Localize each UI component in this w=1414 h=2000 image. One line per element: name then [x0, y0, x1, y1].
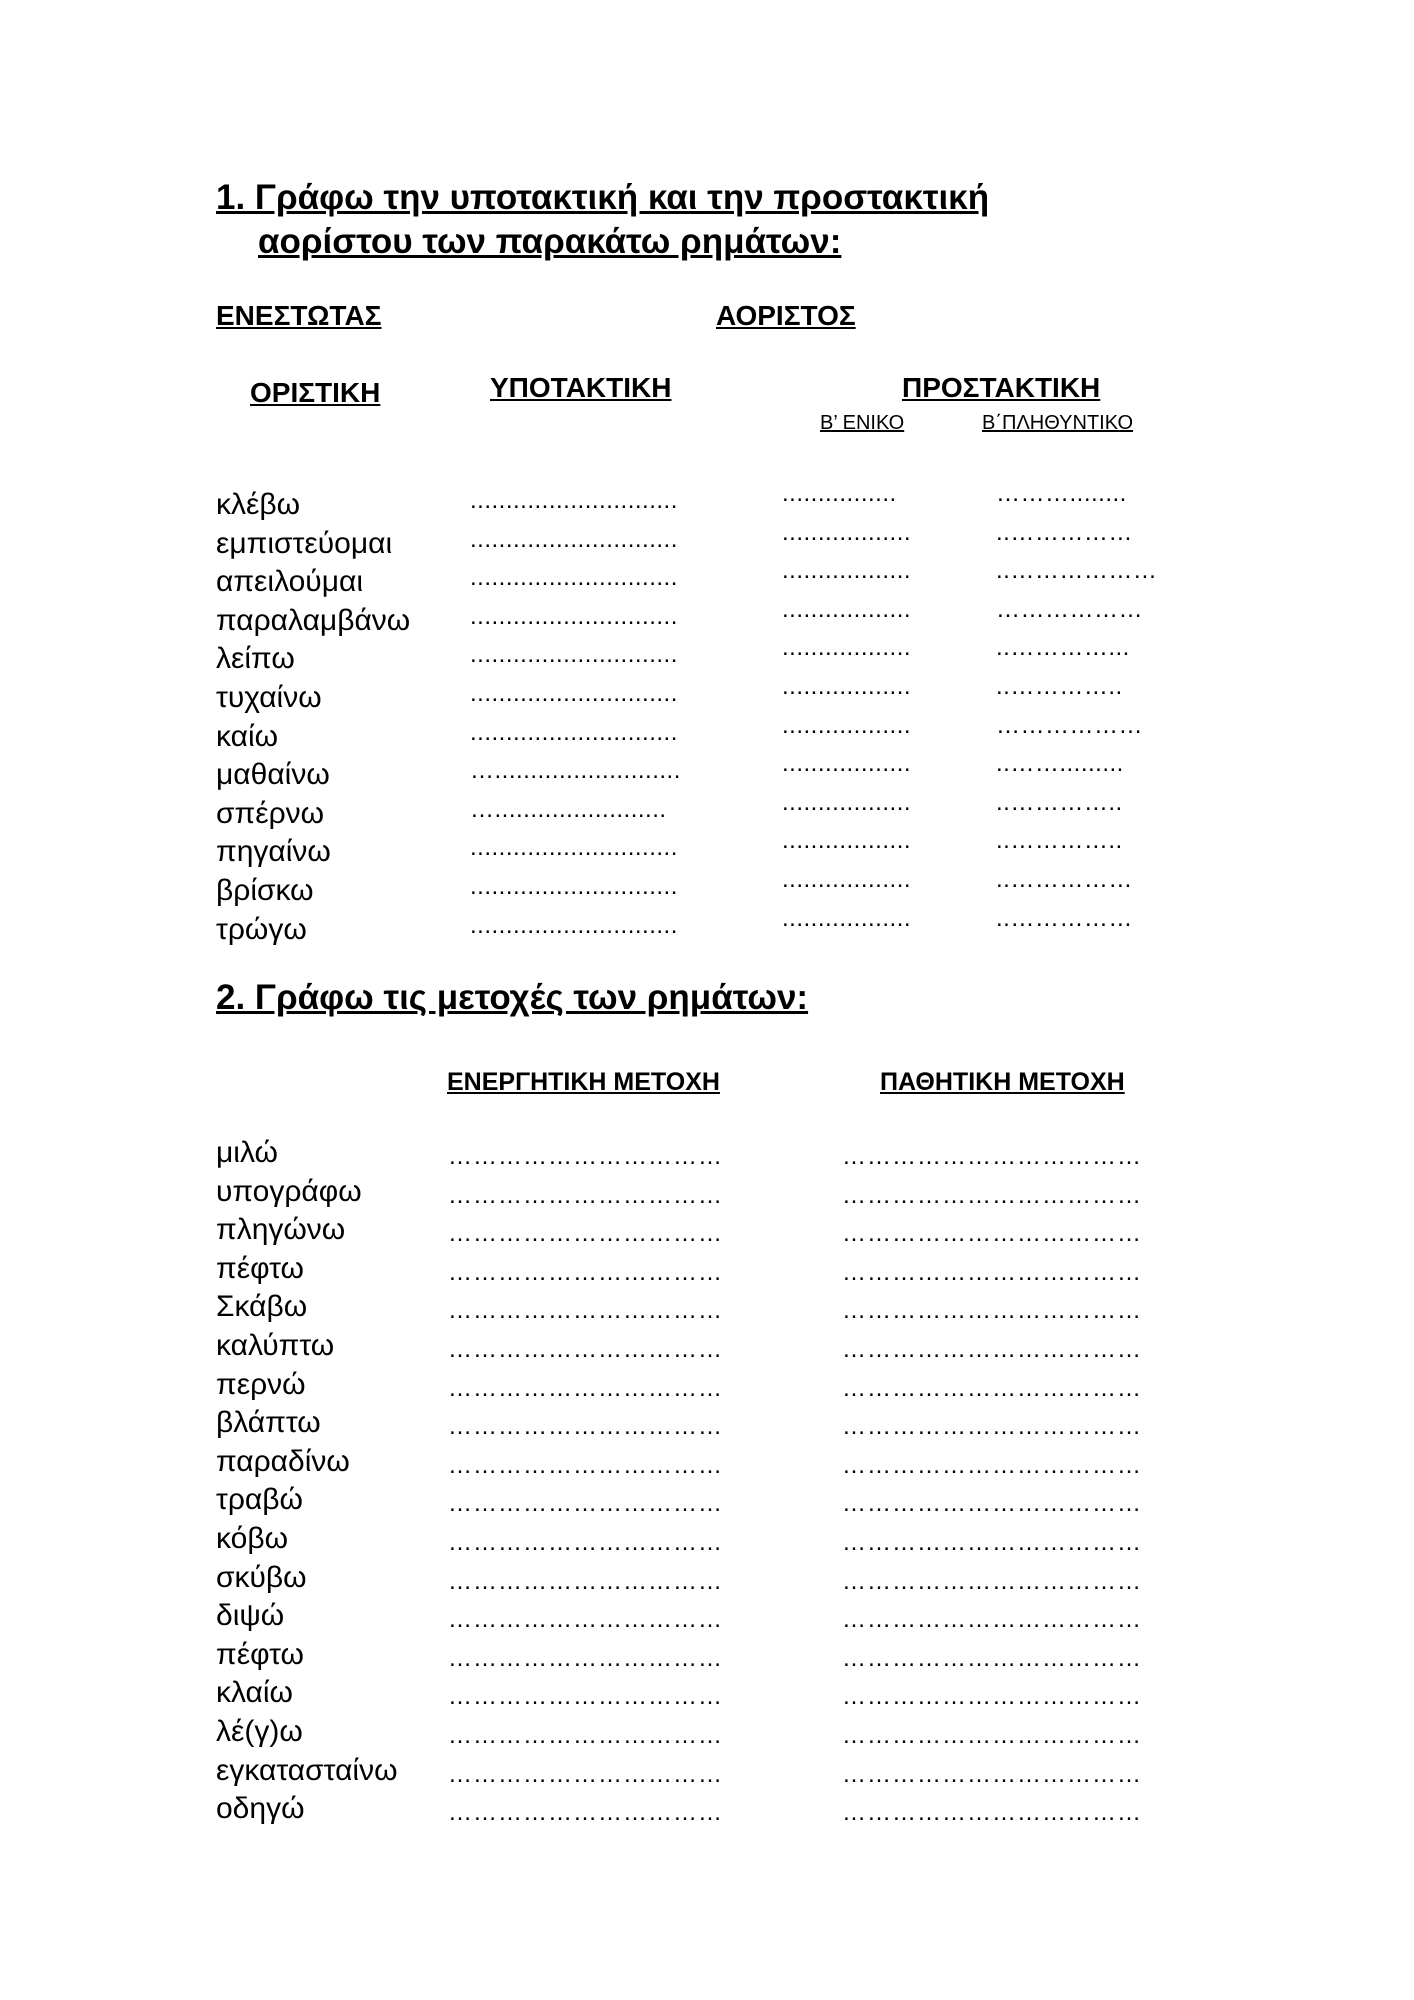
answer-blank[interactable]: ………………………………: [842, 1181, 1142, 1209]
answer-blank[interactable]: ………………………………: [842, 1143, 1142, 1170]
header-second-singular: Β’ ΕΝΙΚΟ: [820, 412, 905, 434]
verb-item: λέ(γ)ω: [216, 1714, 303, 1748]
answer-blank[interactable]: ………………………………: [842, 1721, 1142, 1749]
header-indicative: ΟΡΙΣΤΙΚΗ: [250, 377, 381, 408]
verb-item: πηγαίνω: [216, 835, 331, 869]
subjunctive-answer-column: [470, 482, 681, 945]
answer-blank[interactable]: .............................: [470, 834, 678, 862]
answer-blank[interactable]: ..…………..: [996, 672, 1123, 700]
exercise1-title-line1: 1. Γράφω την υποτακτική και την προστακτική: [216, 178, 990, 217]
verb-item: κλέβω: [216, 488, 301, 521]
answer-blank[interactable]: ……………………………: [448, 1799, 723, 1827]
answer-blank[interactable]: ………………………………: [842, 1297, 1142, 1325]
header-present: ΕΝΕΣΤΩΤΑΣ: [216, 300, 382, 331]
answer-blank[interactable]: ………………: [996, 595, 1143, 623]
answer-blank[interactable]: ……………………………: [448, 1258, 723, 1286]
answer-blank[interactable]: ……………………………: [448, 1220, 723, 1248]
answer-blank[interactable]: .............................: [470, 679, 678, 707]
answer-blank[interactable]: …..........................: [470, 757, 681, 785]
verb-item: πληγώνω: [216, 1213, 346, 1247]
answer-blank[interactable]: ..................: [782, 711, 912, 739]
answer-blank[interactable]: …........................: [470, 795, 667, 823]
answer-blank[interactable]: ..................: [782, 518, 912, 546]
header-second-plural: Β΄ΠΛΗΘΥΝΤΙΚΟ: [982, 412, 1133, 434]
answer-blank[interactable]: ..…………..: [996, 788, 1123, 816]
verb-item: τρώγω: [216, 912, 307, 946]
header-active-participle: ΕΝΕΡΓΗΤΙΚΗ ΜΕΤΟΧΗ: [447, 1068, 720, 1096]
answer-blank[interactable]: ………………………………: [842, 1413, 1142, 1441]
answer-blank[interactable]: ……………………………: [448, 1297, 723, 1325]
verb-item: υπογράφω: [216, 1174, 362, 1208]
header-imperative: ΠΡΟΣΤΑΚΤΙΚΗ: [902, 372, 1101, 403]
answer-blank[interactable]: ………………: [996, 711, 1143, 739]
answer-blank[interactable]: .............................: [470, 911, 678, 939]
answer-blank[interactable]: ..................: [782, 827, 912, 855]
answer-blank[interactable]: ……………………………: [448, 1644, 723, 1672]
answer-blank[interactable]: ………………………………: [842, 1760, 1142, 1788]
verb-item: περνώ: [216, 1367, 306, 1401]
exercise2-verb-list: [216, 1134, 398, 1829]
answer-blank[interactable]: ………………………………: [842, 1220, 1142, 1248]
verb-item: μαθαίνω: [216, 758, 330, 792]
answer-blank[interactable]: ..................: [782, 865, 912, 893]
answer-blank[interactable]: ………………………………: [842, 1528, 1142, 1556]
answer-blank[interactable]: ..…………...: [996, 634, 1130, 662]
answer-blank[interactable]: .............................: [470, 872, 678, 900]
answer-blank[interactable]: ……………………………: [448, 1490, 723, 1518]
verb-item: εγκατασταίνω: [216, 1753, 398, 1787]
answer-blank[interactable]: ..................: [782, 634, 912, 662]
answer-blank[interactable]: ……………………………: [448, 1721, 723, 1749]
verb-item: εμπιστεύομαι: [216, 526, 393, 560]
verb-item: τυχαίνω: [216, 680, 322, 714]
answer-blank[interactable]: ………........: [996, 480, 1127, 507]
verb-item: καλύπτω: [216, 1328, 335, 1362]
answer-blank[interactable]: ..................: [782, 904, 912, 932]
answer-blank[interactable]: ..………………: [996, 557, 1158, 585]
verb-item: παραδίνω: [216, 1444, 350, 1478]
answer-blank[interactable]: ……………………………: [448, 1528, 723, 1556]
answer-blank[interactable]: ..................: [782, 788, 912, 816]
verb-item: σπέρνω: [216, 796, 325, 830]
answer-blank[interactable]: ................: [782, 480, 897, 507]
exercise1-verb-list: [216, 486, 410, 949]
verb-item: σκύβω: [216, 1560, 307, 1594]
answer-blank[interactable]: ……………………………: [448, 1374, 723, 1402]
answer-blank[interactable]: .............................: [470, 487, 678, 514]
passive-participle-answer-column: [842, 1138, 1142, 1833]
answer-blank[interactable]: ………………………………: [842, 1567, 1142, 1595]
answer-blank[interactable]: ……………………………: [448, 1335, 723, 1363]
verb-item: πέφτω: [216, 1251, 304, 1285]
verb-item: λείπω: [216, 642, 295, 676]
verb-item: βρίσκω: [216, 873, 314, 907]
answer-blank[interactable]: ………………………………: [842, 1258, 1142, 1286]
answer-blank[interactable]: ………………………………: [842, 1606, 1142, 1634]
answer-blank[interactable]: .............................: [470, 641, 678, 669]
answer-blank[interactable]: ………………………………: [842, 1799, 1142, 1827]
header-subjunctive: ΥΠΟΤΑΚΤΙΚΗ: [490, 372, 672, 403]
exercise2-title: 2. Γράφω τις μετοχές των ρημάτων:: [216, 978, 809, 1017]
answer-blank[interactable]: ..……………: [996, 518, 1133, 546]
answer-blank[interactable]: ………………………………: [842, 1451, 1142, 1479]
imperative-plural-answer-column: [996, 475, 1157, 938]
answer-blank[interactable]: ………………………………: [842, 1335, 1142, 1363]
verb-item: βλάπτω: [216, 1406, 321, 1440]
verb-item: διψώ: [216, 1599, 285, 1633]
answer-blank[interactable]: ……………………………: [448, 1143, 723, 1170]
verb-item: τραβώ: [216, 1483, 303, 1517]
answer-blank[interactable]: .............................: [470, 564, 678, 592]
answer-blank[interactable]: ……………………………: [448, 1181, 723, 1209]
answer-blank[interactable]: ………………………………: [842, 1644, 1142, 1672]
answer-blank[interactable]: ..................: [782, 750, 912, 778]
answer-blank[interactable]: ……………………………: [448, 1567, 723, 1595]
answer-blank[interactable]: ………………………………: [842, 1490, 1142, 1518]
answer-blank[interactable]: .............................: [470, 602, 678, 630]
answer-blank[interactable]: ……………………………: [448, 1760, 723, 1788]
answer-blank[interactable]: ………………………………: [842, 1683, 1142, 1711]
verb-item: κλαίω: [216, 1676, 293, 1710]
exercise1-title-line2: αορίστου των παρακάτω ρημάτων:: [258, 222, 842, 261]
answer-blank[interactable]: ……………………………: [448, 1451, 723, 1479]
verb-item: παραλαμβάνω: [216, 603, 411, 637]
verb-item: κόβω: [216, 1521, 288, 1555]
verb-item: οδηγώ: [216, 1792, 305, 1826]
answer-blank[interactable]: ..................: [782, 672, 912, 700]
verb-item: καίω: [216, 719, 279, 753]
imperative-singular-answer-column: [782, 475, 911, 938]
answer-blank[interactable]: ……………………………: [448, 1413, 723, 1441]
verb-item: πέφτω: [216, 1637, 304, 1671]
answer-blank[interactable]: ……………………………: [448, 1606, 723, 1634]
answer-blank[interactable]: ..…….........: [996, 750, 1124, 778]
answer-blank[interactable]: ………………………………: [842, 1374, 1142, 1402]
answer-blank[interactable]: ..................: [782, 557, 912, 585]
answer-blank[interactable]: ……………………………: [448, 1683, 723, 1711]
header-passive-participle: ΠΑΘΗΤΙΚΗ ΜΕΤΟΧΗ: [880, 1068, 1125, 1096]
answer-blank[interactable]: ..................: [782, 595, 912, 623]
answer-blank[interactable]: ..……………: [996, 865, 1133, 893]
answer-blank[interactable]: ..…………..: [996, 827, 1123, 855]
verb-item: Σκάβω: [216, 1290, 308, 1324]
verb-item: απειλούμαι: [216, 565, 364, 599]
verb-item: μιλώ: [216, 1136, 278, 1169]
answer-blank[interactable]: .............................: [470, 718, 678, 746]
active-participle-answer-column: [448, 1138, 723, 1833]
header-aorist: ΑΟΡΙΣΤΟΣ: [716, 300, 856, 331]
answer-blank[interactable]: .............................: [470, 525, 678, 553]
answer-blank[interactable]: ..……………: [996, 904, 1133, 932]
